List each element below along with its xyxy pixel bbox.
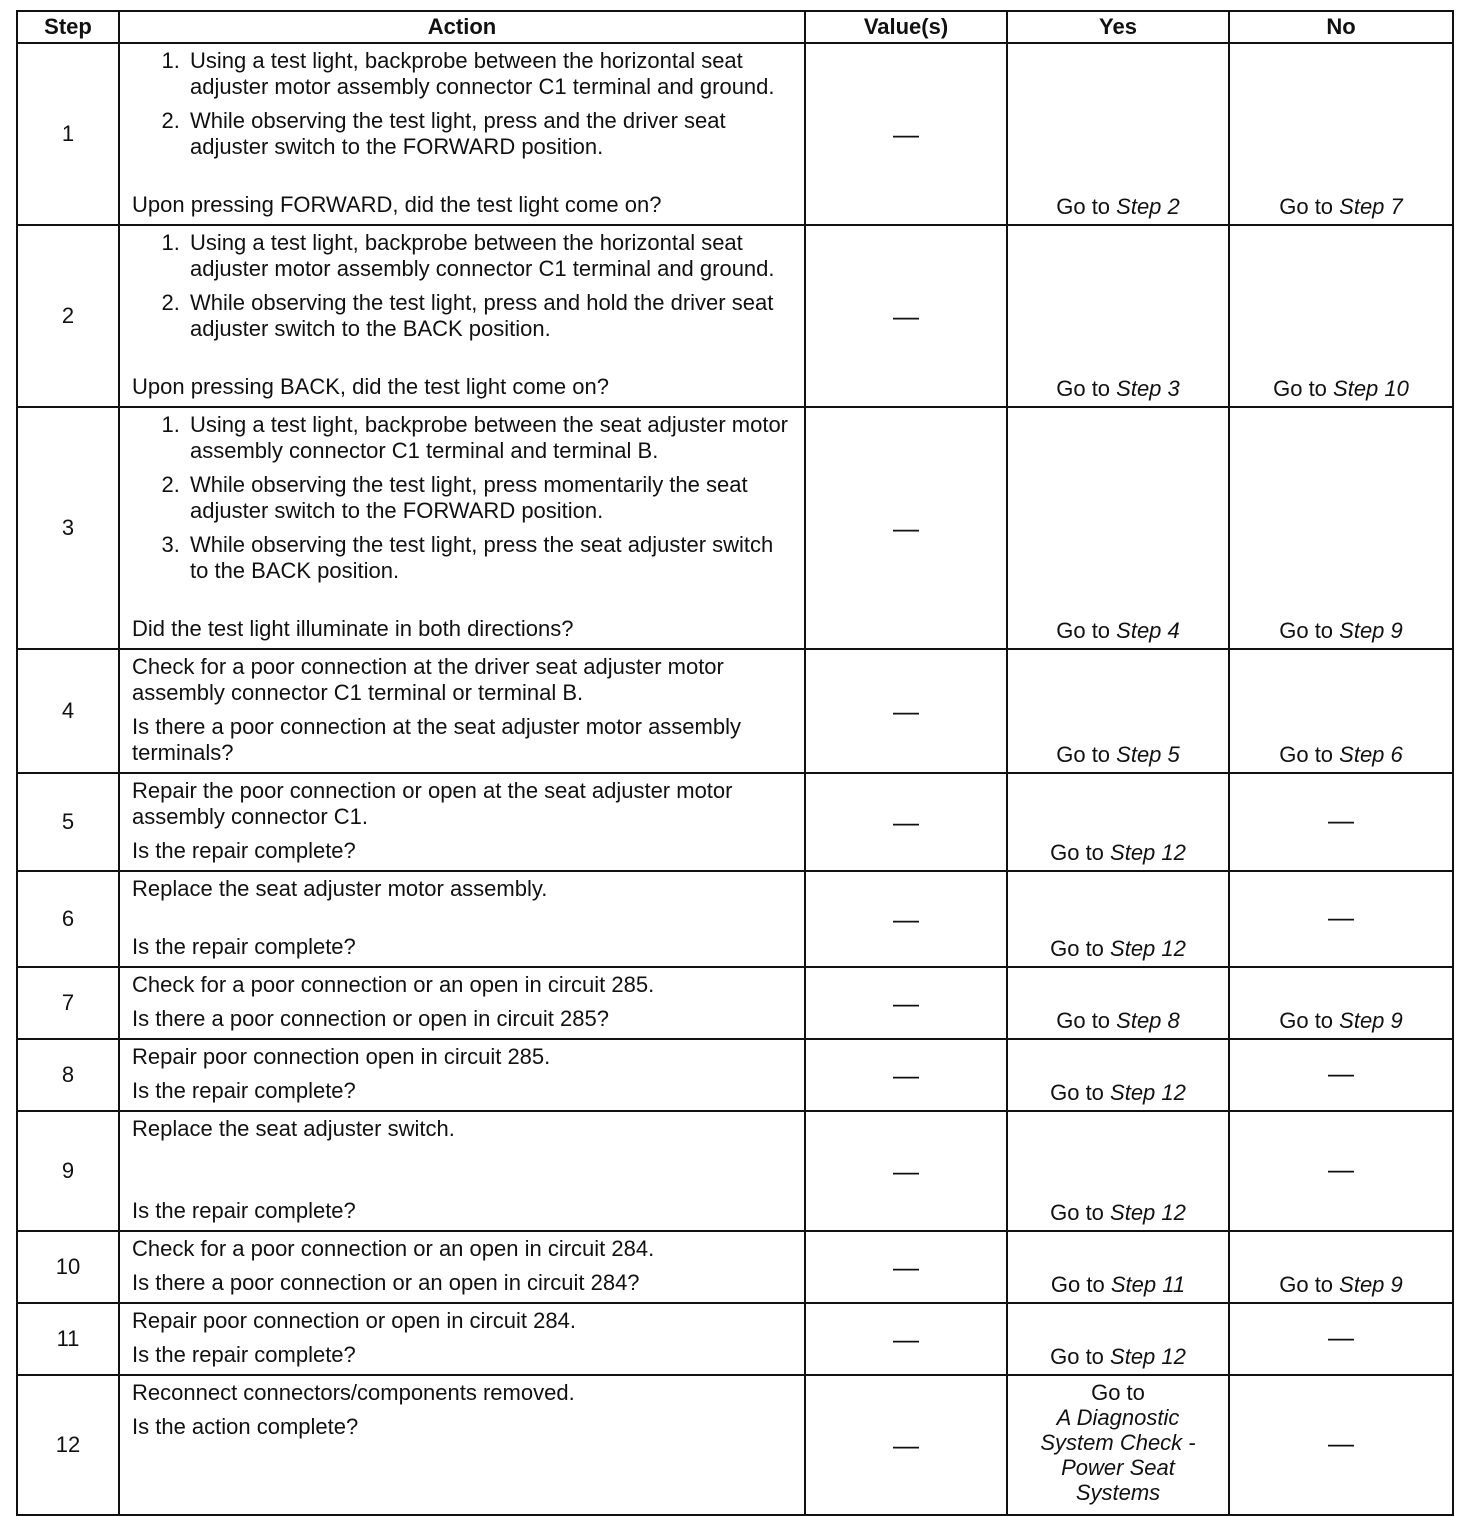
value-cell: — <box>805 43 1007 225</box>
table-row <box>17 407 1453 649</box>
header-row <box>17 11 1453 43</box>
action-cell <box>119 871 805 967</box>
action-text: Check for a poor connection or an open in circuit 284. <box>132 1236 655 1261</box>
step-number: 1 <box>17 43 119 225</box>
no-cell: — <box>1229 1111 1453 1231</box>
yes-cell <box>1007 1039 1229 1111</box>
value-cell: — <box>805 773 1007 871</box>
step-number: 11 <box>17 1303 119 1375</box>
action-text: Check for a poor connection or an open in circuit 285. <box>132 972 655 997</box>
yes-goto-link[interactable]: Go to A Diagnostic System Check - Power Seat Systems <box>1040 1379 1196 1505</box>
header-no: No <box>1229 11 1453 43</box>
action-steps-list <box>132 230 790 350</box>
action-question: Did the test light illuminate in both directions? <box>132 616 574 641</box>
yes-cell <box>1007 967 1229 1039</box>
no-goto-link[interactable]: Go to Step 9 <box>1279 1272 1403 1297</box>
table-row <box>17 773 1453 871</box>
value-cell: — <box>805 1111 1007 1231</box>
yes-goto-link[interactable]: Go to Step 5 <box>1056 742 1180 767</box>
action-steps-list <box>132 412 790 592</box>
action-cell <box>119 1303 805 1375</box>
action-text: Repair poor connection or open in circuit 284. <box>132 1308 576 1333</box>
yes-goto-link[interactable]: Go to Step 12 <box>1050 1200 1186 1225</box>
no-cell <box>1229 1231 1453 1303</box>
action-question: Is there a poor connection or an open in circuit 284? <box>132 1270 640 1295</box>
action-question: Is the repair complete? <box>132 934 356 959</box>
action-text: Check for a poor connection at the driver seat adjuster motor assembly connector C1 terminal or terminal B. <box>132 654 724 705</box>
action-cell <box>119 649 805 773</box>
action-cell <box>119 967 805 1039</box>
no-cell <box>1229 407 1453 649</box>
action-step-item: 3. While observing the test light, press the seat adjuster switch to the BACK position. <box>186 532 790 584</box>
value-cell: — <box>805 1231 1007 1303</box>
yes-cell <box>1007 649 1229 773</box>
action-text: Reconnect connectors/components removed. <box>132 1380 575 1405</box>
step-number: 7 <box>17 967 119 1039</box>
action-question: Is the repair complete? <box>132 1198 356 1223</box>
no-goto-link[interactable]: Go to Step 6 <box>1279 742 1403 767</box>
table-row <box>17 1231 1453 1303</box>
action-text: Replace the seat adjuster motor assembly. <box>132 876 548 901</box>
action-cell <box>119 1231 805 1303</box>
yes-goto-link[interactable]: Go to Step 12 <box>1050 840 1186 865</box>
action-step-item: 2. While observing the test light, press and the driver seat adjuster switch to the FORWARD position. <box>186 108 790 160</box>
no-cell <box>1229 649 1453 773</box>
no-cell: — <box>1229 1375 1453 1515</box>
action-step-item: 1. Using a test light, backprobe between the horizontal seat adjuster motor assembly connector C1 terminal and ground. <box>186 48 790 100</box>
table-row <box>17 1375 1453 1515</box>
action-cell <box>119 225 805 407</box>
yes-goto-link[interactable]: Go to Step 3 <box>1056 376 1180 401</box>
step-number: 5 <box>17 773 119 871</box>
no-goto-link[interactable]: Go to Step 10 <box>1273 376 1409 401</box>
yes-cell <box>1007 1303 1229 1375</box>
no-cell: — <box>1229 871 1453 967</box>
value-cell: — <box>805 649 1007 773</box>
action-step-item: 2. While observing the test light, press momentarily the seat adjuster switch to the FORWARD position. <box>186 472 790 524</box>
yes-goto-link[interactable]: Go to Step 12 <box>1050 936 1186 961</box>
action-text: Repair poor connection open in circuit 285. <box>132 1044 551 1069</box>
yes-cell <box>1007 1375 1229 1515</box>
value-cell: — <box>805 967 1007 1039</box>
header-yes: Yes <box>1007 11 1229 43</box>
table-row <box>17 1039 1453 1111</box>
table-row <box>17 1111 1453 1231</box>
action-question: Is the repair complete? <box>132 1078 356 1103</box>
step-number: 3 <box>17 407 119 649</box>
yes-goto-link[interactable]: Go to Step 8 <box>1056 1008 1180 1033</box>
no-cell: — <box>1229 1039 1453 1111</box>
step-number: 12 <box>17 1375 119 1515</box>
yes-goto-link[interactable]: Go to Step 12 <box>1050 1080 1186 1105</box>
yes-goto-link[interactable]: Go to Step 11 <box>1050 1272 1186 1297</box>
table-row <box>17 225 1453 407</box>
action-cell <box>119 1375 805 1515</box>
yes-goto-link[interactable]: Go to Step 12 <box>1050 1344 1186 1369</box>
value-cell: — <box>805 871 1007 967</box>
action-cell <box>119 407 805 649</box>
action-text: Replace the seat adjuster switch. <box>132 1116 455 1141</box>
no-cell <box>1229 967 1453 1039</box>
action-question: Upon pressing FORWARD, did the test light come on? <box>132 192 662 217</box>
action-text: Repair the poor connection or open at the seat adjuster motor assembly connector C1. <box>132 778 733 829</box>
step-number: 10 <box>17 1231 119 1303</box>
value-cell: — <box>805 1375 1007 1515</box>
action-question: Is the action complete? <box>132 1414 359 1439</box>
header-action: Action <box>119 11 805 43</box>
step-number: 6 <box>17 871 119 967</box>
diagnostic-table <box>16 10 1454 1516</box>
no-cell <box>1229 43 1453 225</box>
yes-goto-link[interactable]: Go to Step 4 <box>1056 618 1180 643</box>
yes-cell <box>1007 1111 1229 1231</box>
action-step-item: 1. Using a test light, backprobe between the seat adjuster motor assembly connector C1 terminal and terminal B. <box>186 412 790 464</box>
action-question: Is there a poor connection at the seat adjuster motor assembly terminals? <box>132 714 741 765</box>
action-cell <box>119 43 805 225</box>
yes-cell <box>1007 225 1229 407</box>
yes-goto-link[interactable]: Go to Step 2 <box>1056 194 1180 219</box>
yes-cell <box>1007 407 1229 649</box>
no-goto-link[interactable]: Go to Step 7 <box>1279 194 1403 219</box>
no-cell: — <box>1229 773 1453 871</box>
yes-cell <box>1007 1231 1229 1303</box>
action-steps-list <box>132 48 790 168</box>
header-step: Step <box>17 11 119 43</box>
action-step-item: 2. While observing the test light, press and hold the driver seat adjuster switch to the BACK position. <box>186 290 790 342</box>
action-step-item: 1. Using a test light, backprobe between the horizontal seat adjuster motor assembly connector C1 terminal and ground. <box>186 230 790 282</box>
yes-cell <box>1007 871 1229 967</box>
header-values: Value(s) <box>805 11 1007 43</box>
action-cell <box>119 1039 805 1111</box>
step-number: 2 <box>17 225 119 407</box>
no-cell <box>1229 225 1453 407</box>
value-cell: — <box>805 407 1007 649</box>
no-goto-link[interactable]: Go to Step 9 <box>1279 1008 1403 1033</box>
value-cell: — <box>805 1039 1007 1111</box>
action-question: Is the repair complete? <box>132 838 356 863</box>
step-number: 4 <box>17 649 119 773</box>
step-number: 9 <box>17 1111 119 1231</box>
no-cell: — <box>1229 1303 1453 1375</box>
yes-cell <box>1007 773 1229 871</box>
action-question: Is the repair complete? <box>132 1342 356 1367</box>
value-cell: — <box>805 225 1007 407</box>
step-number: 8 <box>17 1039 119 1111</box>
action-cell <box>119 773 805 871</box>
table-row <box>17 43 1453 225</box>
table-row <box>17 871 1453 967</box>
table-row <box>17 1303 1453 1375</box>
table-row <box>17 967 1453 1039</box>
table-row <box>17 649 1453 773</box>
no-goto-link[interactable]: Go to Step 9 <box>1279 618 1403 643</box>
yes-cell <box>1007 43 1229 225</box>
action-cell <box>119 1111 805 1231</box>
action-question: Upon pressing BACK, did the test light come on? <box>132 374 609 399</box>
action-question: Is there a poor connection or open in circuit 285? <box>132 1006 609 1031</box>
value-cell: — <box>805 1303 1007 1375</box>
